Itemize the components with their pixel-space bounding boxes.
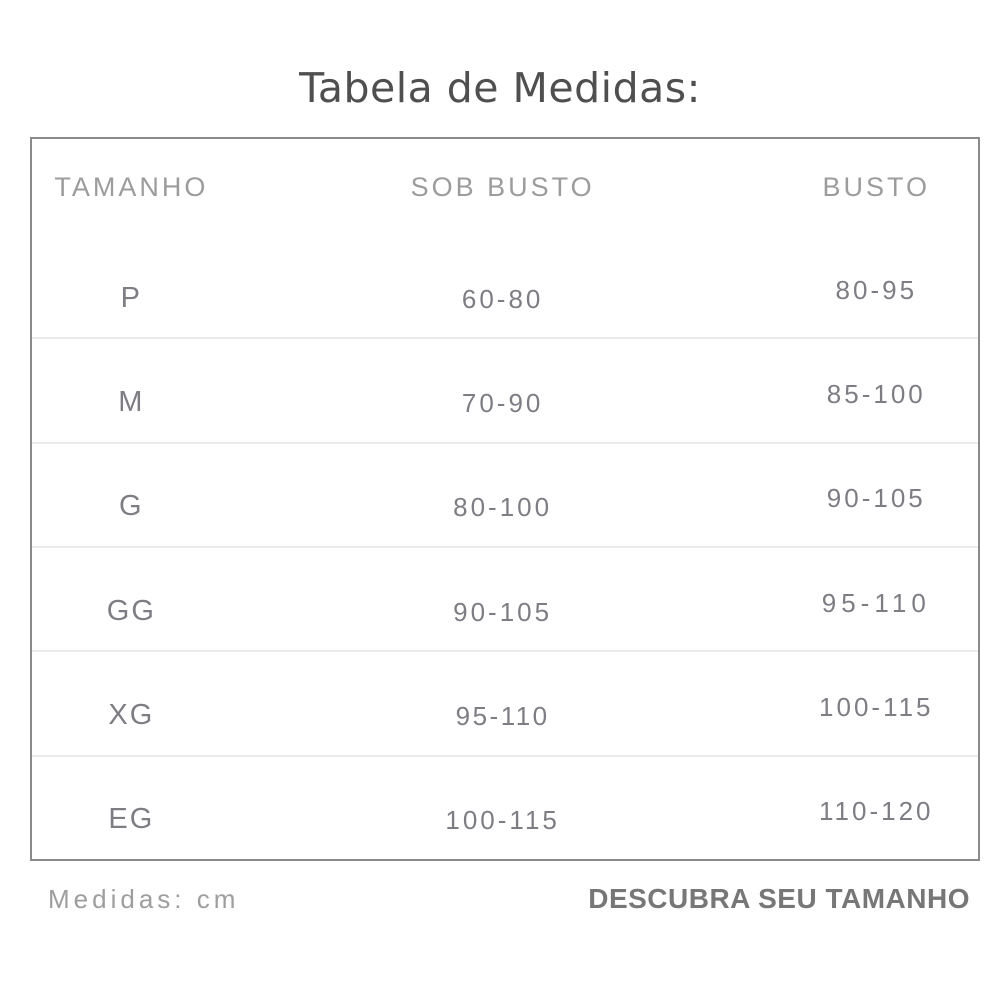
- table-row-xg: [32, 650, 978, 754]
- sob-busto-cell: 95-110: [455, 700, 550, 731]
- sob-busto-cell: 60-80: [461, 283, 544, 314]
- sob-busto-cell: 100-115: [445, 805, 560, 836]
- size-cta: DESCUBRA SEU TAMANHO: [588, 883, 970, 914]
- page-title: Tabela de Medidas:: [299, 64, 701, 112]
- table-row-p: [32, 235, 978, 337]
- size-table: [30, 137, 980, 861]
- table-row-gg: [32, 546, 978, 650]
- sob-busto-cell: 70-90: [461, 387, 544, 418]
- header-cell-tamanho: TAMANHO: [54, 171, 209, 202]
- header-cell-busto: BUSTO: [822, 171, 931, 202]
- header-cell-sob-busto: SOB BUSTO: [410, 171, 595, 202]
- table-row-m: [32, 337, 978, 441]
- busto-cell: 95-110: [821, 587, 931, 618]
- footer: [48, 876, 970, 922]
- sob-busto-cell: 90-105: [453, 596, 553, 627]
- busto-cell: 90-105: [826, 483, 926, 514]
- units-note: Medidas: cm: [48, 883, 240, 914]
- busto-cell: 110-120: [819, 796, 934, 827]
- busto-cell: 80-95: [835, 274, 918, 305]
- busto-cell: 85-100: [826, 378, 926, 409]
- size-cell: G: [119, 490, 144, 523]
- busto-cell: 100-115: [819, 691, 934, 722]
- table-row-g: [32, 442, 978, 546]
- size-cell: M: [118, 385, 145, 418]
- size-cell: EG: [108, 803, 155, 836]
- size-cell: XG: [108, 698, 155, 731]
- table-header-row: [32, 139, 978, 235]
- sob-busto-cell: 80-100: [453, 492, 553, 523]
- size-cell: GG: [106, 594, 156, 627]
- size-cell: P: [120, 281, 142, 314]
- table-row-eg: [32, 755, 978, 859]
